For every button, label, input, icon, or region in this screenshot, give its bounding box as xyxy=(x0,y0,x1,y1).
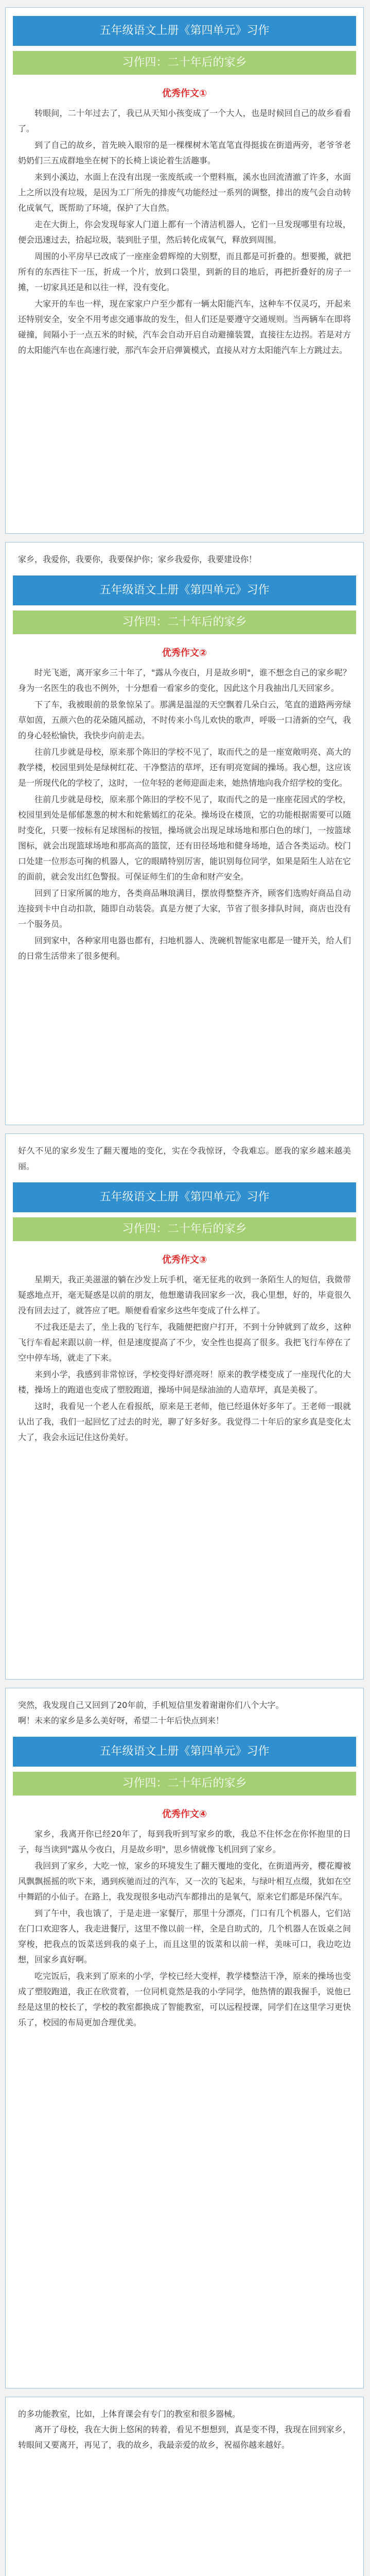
essay-title: 优秀作文③ xyxy=(162,1255,207,1265)
essay-card-4 xyxy=(5,1688,364,2388)
unit-banner: 五年级语文上册《第四单元》习作 xyxy=(13,16,356,46)
essay-paragraph: 不过我还是去了，坐上我的飞行车，我随便把窗户打开，不到十分钟就到了故乡，这种飞行车看起来跟以前一样，但是速度提高了不少，安全性也提高了很多。我把飞行车停在了空中停车场，就走了下来。 xyxy=(18,1322,351,1363)
essay-paragraph: 吃完饭后，我来到了原来的小学，学校已经大变样，教学楼整洁干净，原来的操场也变成了塑胶跑道，我正在欣赏着，一位同机竟然是我的小学同学，他热情的跟我握手，说他已经是这里的校长了，学校的教室都换成了智能教室，可以远程授课，同学们在这里学习更快乐了，校园的布局更加合理优美。 xyxy=(18,1971,351,2027)
essay-paragraph: 走在大街上，你会发现每家人门道上都有一个清洁机器人，它们一旦发现哪里有垃圾，便会迅速过去，拾起垃圾，装到肚子里，然后转化成氧气，释放到周围。 xyxy=(18,219,351,245)
topic-banner: 习作四：二十年后的家乡 xyxy=(13,611,356,634)
unit-banner: 五年级语文上册《第四单元》习作 xyxy=(13,1737,356,1767)
essay-card-1 xyxy=(5,7,364,534)
essay-title: 优秀作文② xyxy=(162,648,207,658)
essay-paragraph: 来到小学，我感到非常惊讶，学校变得好漂亮呀！原来的教学楼变成了一座现代化的大楼，操场上的跑道也变成了塑胶跑道，操场中间是绿油油的人造草坪，真是美极了。 xyxy=(18,1369,351,1395)
topic-banner: 习作四：二十年后的家乡 xyxy=(13,1217,356,1241)
essay-paragraph: 周围的小平房早已改成了一座座金碧辉煌的大别墅，而且都是可折叠的。想要搬，就把所有的东西往下一压，折成一个片，放到口袋里，到新的目的地后，再把折叠好的房子一摊，一切家具还是和以往一样，没有变化。 xyxy=(18,251,351,292)
essay-paragraph: 往前几步就是母校，原来那个陈旧的学校不见了，取而代之的是一座宽敞明亮、高大的教学楼，校园里到处是绿树红花、干净整洁的草坪，还有明亮宽阔的操场。我心想，这应该是一所现代化的学校了，这时，一位年轻的老师迎面走来，她热情地向我介绍学校的变化。 xyxy=(18,747,351,788)
essay-title: 优秀作文① xyxy=(162,88,207,99)
essay-paragraph: 大家开的车也一样，现在家家户户至少都有一辆太阳能汽车，这种车不仅灵巧，开起来还特别安全，安全不用考虑交通事故的发生，但人们还是要遵守交通规则。当两辆车在即将碰撞，间隔小于一点五米的时候，汽车会自动开启自动避撞装置，直接往左边拐。若是对方的太阳能汽车也在高速行驶，那汽车会开启弹簧模式，直接从对方太阳能汽车上方跳过去。 xyxy=(18,299,351,355)
essay-paragraph: 时光飞逝，离开家乡三十年了，"露从今夜白，月是故乡明"，谁不想念自己的家乡呢？身为一名医生的我也不例外，十分想看一看家乡的变化，因此这个月我抽出几天回家乡。 xyxy=(18,668,351,693)
essay-card-2 xyxy=(5,542,364,1125)
essay-paragraph: 离开了母校，我在大街上悠闲的转着，看见不想想到，真是变不得，我现在回到家乡，转眼间又要离开，再见了，我的故乡，我最亲爱的故乡，祝福你越来越好。 xyxy=(18,2425,351,2450)
previous-essay-ending: 家乡，我爱你，我要你，我要保护你；家乡我爱你，我要建设你！ xyxy=(18,554,257,564)
essay-paragraph: 到了自己的故乡，首先映入眼帘的是一棵棵树木笔直笔直得挺拔在街道两旁，老爷爷老奶奶们三五成群地坐在树下的长椅上谈论着生活趣事。 xyxy=(18,140,351,165)
essay-paragraph: 这时，我看见一个老人在看报纸，原来是王老师，他已经退休好多年了。王老师一眼就认出了我，我们一起回忆了过去的时光，聊了好多好多。我觉得二十年后的家乡真是变化太大了，我会永远记住这份美好。 xyxy=(18,1401,351,1442)
previous-essay-ending: 啊！未来的家乡是多么美好呀，希望二十年后快点到来！ xyxy=(18,1716,224,1725)
unit-banner: 五年级语文上册《第四单元》习作 xyxy=(13,575,356,605)
essay-paragraph: 回到了日家所属的地方，各类商品琳琅满目，摆放得整整齐齐，顾客们选购好商品自动连接到卡中自动扣款，随即自动装袋。真是方便了大家，节省了很多排队时间，商店也没有一个服务员。 xyxy=(18,888,351,929)
previous-essay-ending: 好久不见的家乡发生了翻天覆地的变化，实在令我惊讶，令我难忘。愿我的家乡越来越美丽。 xyxy=(18,1146,351,1171)
essay-card-3 xyxy=(5,1133,364,1680)
topic-banner: 习作四：二十年后的家乡 xyxy=(13,1772,356,1795)
topic-banner: 习作四：二十年后的家乡 xyxy=(13,51,356,75)
essay-card-5 xyxy=(5,2397,364,2576)
essay-paragraph: 星期天，我正美滋滋的躺在沙发上玩手机，毫无征兆的收到一条陌生人的短信，我微带疑惑地点开，毫无疑惑是以前的朋友，他想邀请我回家乡一次，我心里想，好的，毕竟很久没有回去过了，就答应了吧。顺便看看家乡这些年变成了什么样了。 xyxy=(18,1275,351,1315)
essay-paragraph: 的多功能教室，比如，上体育课会有专门的教室和很多器械。 xyxy=(18,2409,241,2419)
essay-paragraph: 来到小溪边，水面上在没有出现一张废纸或一个塑料瓶，溪水也回流清澈了许多，水面上之所以没有垃圾，是因为工厂所先的排废气功能经过一系列的调整，排出的废气会自动转化成氧气，既帮助了环境，保护了大自然。 xyxy=(18,172,351,213)
essay-paragraph: 下了车，我被眼前的景象惊呆了。那满是温湿的天空飘着几朵白云，笔直的道路两旁绿草如茵，五颜六色的花朵随风摇动，不时传来小鸟儿欢快的歌声，呼吸一口清新的空气，我的身心轻松愉快，我快步向前走去。 xyxy=(18,700,351,740)
previous-essay-ending: 突然，我发现自己又回到了20年前，手机短信里发着谢谢你们八个大字。 xyxy=(18,1700,284,1710)
unit-banner: 五年级语文上册《第四单元》习作 xyxy=(13,1182,356,1212)
essay-paragraph: 回到家中，各种家用电器也都有，扫地机器人、洗碗机智能家电都是一键开关，给人们的日常生活带来了很多便利。 xyxy=(18,936,351,961)
essay-paragraph: 往前几步就是母校，原来那个陈旧的学校不见了，取而代之的是一座座花园式的学校，校园里到处是郁郁葱葱的树木和姹紫嫣红的花朵。操场设在楼顶，它的功能根据需要可以随时变化，只要一按标有足球图标的按钮，操场就会出现足球场地和那白色的球门，一按篮球图标，就会出现篮球场地和那高高的篮筐，还有田径场地和健身场地，适合各类运动。校门口处建一位形态可掬的机器人，它的眼睛特别厉害，能识别每位同学，如果是陌生人站在它的面前，就会发出红色警报。可保证师生们的生命和财产安全。 xyxy=(18,794,351,882)
essay-paragraph: 转眼间，二十年过去了，我已从天知小孩变成了一个大人，也是时候回自己的故乡看看了。 xyxy=(18,108,351,133)
essay-paragraph: 家乡，我离开你已经20年了，每到我听到写家乡的歌，我总不住怀念在你怀抱里的日子，每当读到"露从今夜白，月是故乡明"，思乡情就像飞机回到了家乡。 xyxy=(18,1829,351,1854)
essay-title: 优秀作文④ xyxy=(162,1809,207,1820)
essay-paragraph: 我回到了家乡，大吃一惊，家乡的环境发生了翻天覆地的变化，在街道两旁，樱花瓣被风飘飘摇摇的吹下来，遇到疾驰而过的汽车，又一次的飞起来，与绿叶相互点缀，犹如在空中舞蹈的小仙子。在路上，我发现很多电动汽车都排出的是氧气，原来它们都是环保汽车。 xyxy=(18,1861,351,1902)
essay-paragraph: 到了午中，我也饿了，于是走进一家餐厅，那里十分漂亮，门口有几个机器人，它们站在门口欢迎客人，我走进餐厅，这里不像以前一样，全是自助式的，几个机器人在饭桌之间穿梭，把我点的饭菜送到我的桌子上，而且这里的饭菜和以前一样，美味可口，我边吃边想，回家乡真好啊。 xyxy=(18,1908,351,1964)
